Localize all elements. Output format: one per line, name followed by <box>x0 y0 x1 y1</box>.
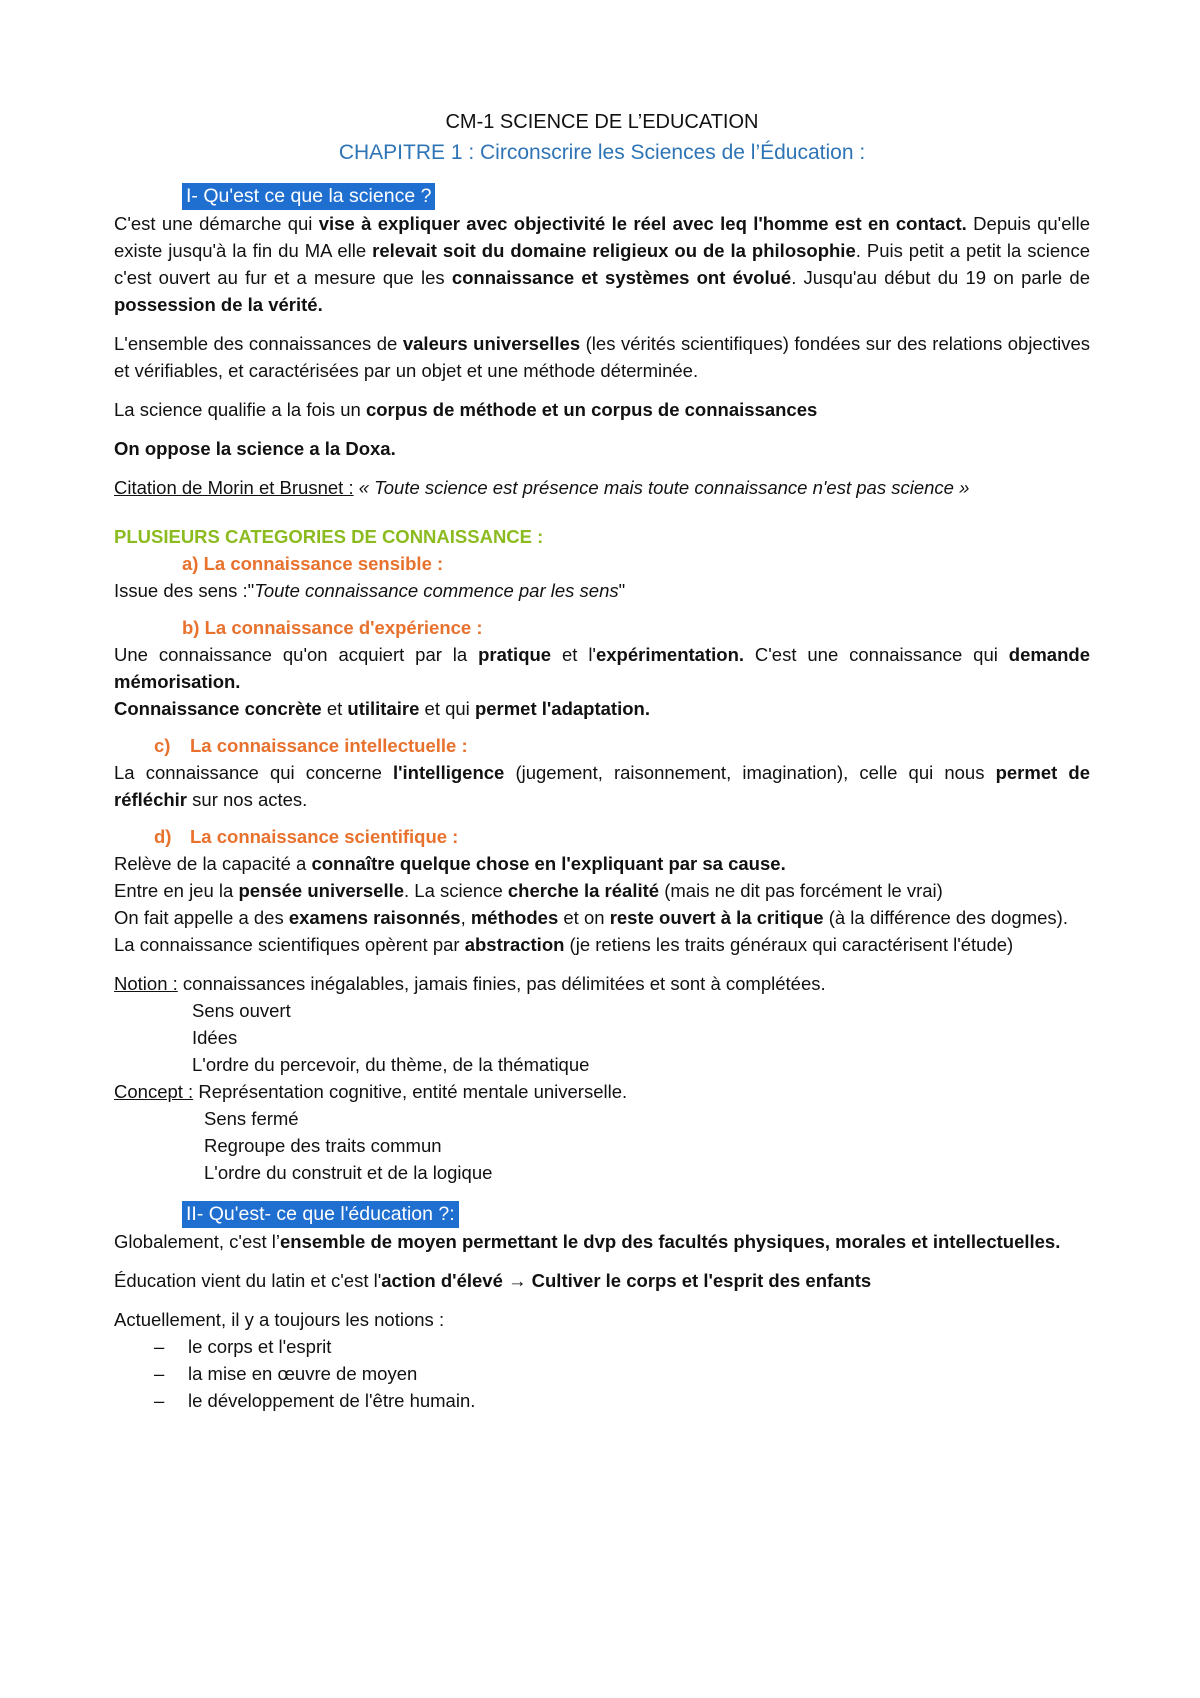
text-run: C'est une connaissance qui <box>744 644 1009 665</box>
text-run: Globalement, c'est l’ <box>114 1231 280 1252</box>
bold-text: pratique <box>478 644 552 665</box>
category-d-line-2 <box>114 877 1090 904</box>
section-1-heading: I- Qu'est ce que la science ? <box>182 183 435 210</box>
bold-text: méthodes <box>470 907 559 928</box>
text-run: Une connaissance qu'on acquiert par la <box>114 644 479 665</box>
bold-text: permet l'adaptation. <box>474 698 650 719</box>
notion-label: Notion : <box>114 973 178 994</box>
list-item <box>114 1360 1090 1387</box>
category-b-body-2 <box>114 695 1090 722</box>
bold-text: l'intelligence <box>393 762 505 783</box>
concept-item: L'ordre du construit et de la logique <box>204 1162 493 1183</box>
text-run: et l' <box>551 644 596 665</box>
text-run: . La science <box>404 880 508 901</box>
education-notions-list <box>114 1333 1090 1414</box>
text-run: . Puis petit a petit la science c'est ouvert au fur et a mesure que les <box>114 240 1091 288</box>
chapter-title: CHAPITRE 1 : Circonscrire les Sciences de l’Éducation : <box>338 141 866 164</box>
text-run: (mais ne dit pas forcément le vrai) <box>659 880 943 901</box>
bold-text: pensée universelle <box>238 880 405 901</box>
bold-text: abstraction <box>464 934 565 955</box>
category-a-heading: a) La connaissance sensible : <box>182 553 444 574</box>
document-content <box>114 108 1090 1414</box>
section-2-heading: II- Qu'est- ce que l'éducation ?: <box>182 1201 459 1228</box>
list-item-text: la mise en œuvre de moyen <box>188 1363 418 1384</box>
bold-text: valeurs universelles <box>402 333 581 354</box>
bold-text: examens raisonnés <box>288 907 461 928</box>
bold-text: cherche la réalité <box>507 880 660 901</box>
list-item <box>114 1333 1090 1360</box>
bold-text: Connaissance concrète <box>114 698 322 719</box>
category-d-line-3 <box>114 904 1090 931</box>
notion-line <box>114 970 1090 997</box>
text-run: et <box>321 698 348 719</box>
notion-text: connaissances inégalables, jamais finies, pas délimitées et sont à complétées. <box>177 973 826 994</box>
section-2-heading-wrap <box>114 1200 1090 1228</box>
text-run: (à la différence des dogmes). <box>823 907 1068 928</box>
text-run: (je retiens les traits généraux qui caractérisent l'étude) <box>564 934 1014 955</box>
citation <box>114 474 1090 501</box>
category-d-line-4 <box>114 931 1090 958</box>
category-c-heading: La connaissance intellectuelle : <box>190 735 468 756</box>
bold-text: demande mémorisation. <box>114 644 1090 692</box>
section-2-paragraph-3: Actuellement, il y a toujours les notions : <box>114 1309 445 1330</box>
section-1-heading-wrap <box>114 182 1090 210</box>
concept-item: Sens fermé <box>204 1108 299 1129</box>
category-c-body <box>114 759 1090 813</box>
text-run: On fait appelle a des <box>114 907 289 928</box>
bold-text: vise à expliquer avec objectivité le réel avec leq l'homme est en contact. <box>318 213 967 234</box>
notion-item: Sens ouvert <box>192 1000 291 1021</box>
category-b-heading: b) La connaissance d'expérience : <box>182 617 483 638</box>
citation-text: « Toute science est présence mais toute connaissance n'est pas science » <box>353 477 970 498</box>
concept-label: Concept : <box>114 1081 194 1102</box>
doxa-statement: On oppose la science a la Doxa. <box>114 438 396 459</box>
section-2-paragraph-1 <box>114 1228 1090 1255</box>
text-run: , <box>460 907 471 928</box>
category-d-label: d) <box>154 826 172 847</box>
text-run: La science qualifie a la fois un <box>114 399 366 420</box>
document-title: CM-1 SCIENCE DE L’EDUCATION <box>445 111 759 133</box>
list-item-text: le développement de l'être humain. <box>188 1390 476 1411</box>
notion-item: L'ordre du percevoir, du thème, de la thématique <box>192 1054 590 1075</box>
categories-heading: PLUSIEURS CATEGORIES DE CONNAISSANCE : <box>114 526 544 547</box>
list-dash: – <box>154 1336 165 1357</box>
section-1-paragraph-2 <box>114 330 1090 384</box>
category-c-heading-wrap <box>114 732 1090 759</box>
text-run: sur nos actes. <box>187 789 308 810</box>
text-run: " <box>618 580 626 601</box>
text-run: Relève de la capacité a <box>114 853 312 874</box>
text-run: La connaissance scientifiques opèrent par <box>114 934 465 955</box>
text-run: Entre en jeu la <box>114 880 239 901</box>
bold-text: utilitaire <box>347 698 420 719</box>
bold-text: ensemble de moyen permettant le dvp des facultés physiques, morales et intellectuelles. <box>280 1231 1061 1252</box>
category-c-label: c) <box>154 735 171 756</box>
text-run: C'est une démarche qui <box>114 213 319 234</box>
section-1-paragraph-3 <box>114 396 1090 423</box>
text-run: . Jusqu'au début du 19 on parle de <box>791 267 1090 288</box>
text-run: Issue des sens :" <box>114 580 255 601</box>
list-dash: – <box>154 1390 165 1411</box>
category-d-heading-wrap <box>114 823 1090 850</box>
citation-label: Citation de Morin et Brusnet : <box>114 477 354 498</box>
bold-text: corpus de méthode et un corpus de connaissances <box>365 399 818 420</box>
text-run: et on <box>558 907 610 928</box>
bold-text: permet de réfléchir <box>114 762 1090 810</box>
section-1-paragraph-4 <box>114 435 1090 462</box>
concept-item: Regroupe des traits commun <box>204 1135 442 1156</box>
text-run: L'ensemble des connaissances de <box>114 333 403 354</box>
bold-text: expérimentation. <box>595 644 745 665</box>
list-item <box>114 1387 1090 1414</box>
bold-text: relevait soit du domaine religieux ou de la philosophie <box>372 240 856 261</box>
text-run: La connaissance qui concerne <box>114 762 393 783</box>
text-run: (les vérités scientifiques) fondées sur des relations objectives et vérifiables, et caractérisées par un objet et une méthode déterminée. <box>114 333 1091 381</box>
category-d-line-1 <box>114 850 1090 877</box>
bold-text: reste ouvert à la critique <box>609 907 824 928</box>
bold-text: action d'élevé → Cultiver le corps et l'esprit des enfants <box>381 1270 872 1291</box>
concept-line <box>114 1078 1090 1105</box>
section-2-paragraph-2 <box>114 1267 1090 1294</box>
text-run: et qui <box>419 698 475 719</box>
section-1-paragraph-1 <box>114 210 1090 318</box>
bold-text: connaissance et systèmes ont évolué <box>451 267 792 288</box>
concept-text: Représentation cognitive, entité mentale universelle. <box>193 1081 628 1102</box>
list-item-text: le corps et l'esprit <box>188 1336 332 1357</box>
bold-text: connaître quelque chose en l'expliquant par sa cause. <box>311 853 786 874</box>
italic-text: Toute connaissance commence par les sens <box>254 580 619 601</box>
category-d-heading: La connaissance scientifique : <box>190 826 459 847</box>
category-b-body-1 <box>114 641 1090 695</box>
bold-text: possession de la vérité. <box>114 294 323 315</box>
list-dash: – <box>154 1363 165 1384</box>
category-a-body <box>114 577 1090 604</box>
notion-item: Idées <box>192 1027 238 1048</box>
text-run: Éducation vient du latin et c'est l' <box>114 1270 382 1291</box>
text-run: (jugement, raisonnement, imagination), celle qui nous <box>504 762 996 783</box>
text-run: Depuis qu'elle existe jusqu'à la fin du MA elle <box>114 213 1090 261</box>
